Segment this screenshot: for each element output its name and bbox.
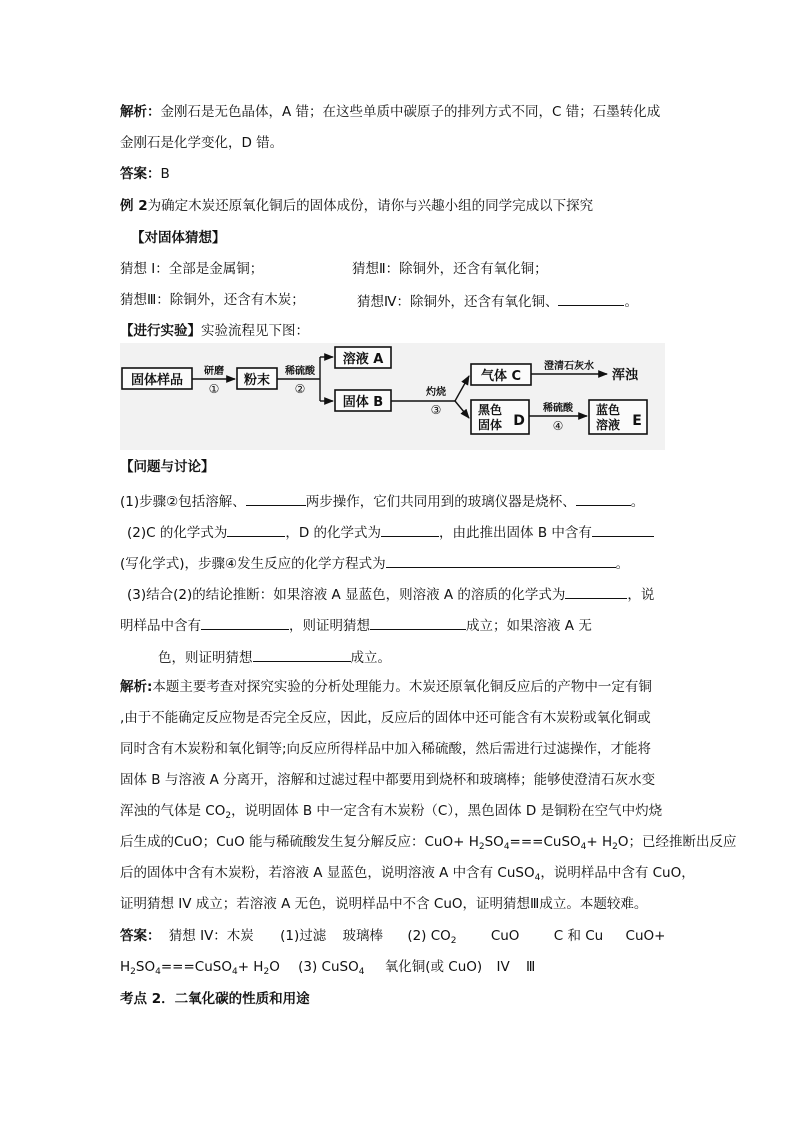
example-2-intro: 例 2为确定木炭还原氧化铜后的固体成份，请你与兴趣小组的同学完成以下探究	[120, 198, 594, 214]
blank[interactable]	[381, 522, 439, 537]
label-solid-sample: 固体样品	[130, 373, 184, 388]
guess-3: 猜想Ⅲ：除铜外，还含有木炭；	[120, 292, 305, 308]
blank[interactable]	[592, 522, 654, 537]
label-grind: 研磨	[204, 366, 224, 377]
discussion-heading: 【问题与讨论】	[120, 459, 215, 475]
label-blue-e-1: 蓝色	[595, 403, 621, 417]
label-solution-a: 溶液 A	[342, 352, 384, 367]
guess-4: 猜想Ⅳ：除铜外，还含有氧化铜、 。	[357, 291, 638, 311]
analysis-1-line-1: 解析：金刚石是无色晶体，A 错；在这些单质中碳原子的排列方式不同，C 错；石墨转化成	[120, 104, 661, 120]
guess-heading: 【对固体猜想】	[131, 230, 226, 246]
analysis-2-line-2: ,由于不能确定反应物是否完全反应，因此，反应后的固体中还可能含有木炭粉或氧化铜或	[120, 710, 651, 726]
answer-2-line-1: 答案： 猜想 IV：木炭 (1)过滤 玻璃棒 (2) $CO_2$ CuO C 和 Cu CuO+	[120, 928, 666, 946]
label-blue-e-2: 溶液	[595, 418, 621, 432]
blank[interactable]	[576, 491, 631, 506]
blank[interactable]	[227, 522, 285, 537]
label-limewater: 澄清石灰水	[544, 361, 594, 372]
arrow-to-black-d	[455, 401, 469, 418]
blank[interactable]	[558, 291, 624, 306]
label-black-d-1: 黑色	[477, 403, 503, 417]
guess-2: 猜想Ⅱ：除铜外，还含有氧化铜；	[352, 261, 548, 277]
analysis-1-line-2: 金刚石是化学变化，D 错。	[120, 135, 284, 151]
label-black-d-letter: D	[513, 413, 525, 429]
analysis-label: 解析：	[120, 104, 161, 120]
question-2-line-1: (2)C 的化学式为 ，D 的化学式为 ，由此推出固体 B 中含有	[127, 522, 654, 542]
experiment-line: 【进行实验】实验流程见下图：	[120, 323, 309, 339]
analysis-2-line-3: 同时含有木炭粉和氧化铜等;向反应所得样品中加入稀硫酸，然后需进行过滤操作，才能将	[120, 741, 652, 757]
blank[interactable]	[201, 615, 289, 630]
label-powder: 粉末	[243, 373, 271, 388]
label-blue-e-letter: E	[632, 413, 642, 429]
label-step-3: ③	[430, 403, 442, 417]
label-step-4: ④	[552, 419, 564, 433]
label-acid: 稀硫酸	[285, 366, 315, 377]
label-gas-c: 气体 C	[480, 369, 522, 384]
blank[interactable]	[246, 491, 306, 506]
label-acid-2: 稀硫酸	[543, 403, 573, 414]
guess-1: 猜想 I：全部是金属铜；	[120, 261, 264, 277]
label-step-2: ②	[294, 382, 306, 396]
analysis-2-line-4: 固体 B 与溶液 A 分离开，溶解和过滤过程中都要用到烧杯和玻璃棒；能够使澄清石灰水变	[120, 772, 656, 788]
label-burn: 灼烧	[426, 387, 446, 398]
label-solid-b: 固体 B	[342, 395, 384, 410]
label-black-d-2: 固体	[477, 418, 503, 432]
question-2-line-2: (写化学式)，步骤④发生反应的化学方程式为 。	[120, 553, 629, 573]
question-1: (1)步骤②包括溶解、 两步操作，它们共同用到的玻璃仪器是烧杯、 。	[120, 491, 644, 511]
answer-2-line-2: $H_2SO_4===CuSO_4+ H_2O$ (3) CuSO$_4$ 氧化铜(或 CuO) IV Ⅲ	[120, 959, 536, 977]
analysis-2-line-7: 后的固体中含有木炭粉，若溶液 A 显蓝色，说明溶液 A 中含有 CuSO$_4$，说明样品中含有 CuO，	[120, 865, 695, 883]
answer-1: 答案：B	[120, 166, 170, 182]
question-3-line-3: 色，则证明猜想 成立。	[158, 647, 391, 667]
experiment-flow-diagram	[120, 343, 665, 450]
question-3-line-1: (3)结合(2)的结论推断：如果溶液 A 显蓝色，则溶液 A 的溶质的化学式为 ，说	[127, 584, 654, 604]
question-3-line-2: 明样品中含有 ，则证明猜想 成立；如果溶液 A 无	[120, 615, 592, 635]
blank[interactable]	[565, 584, 627, 599]
blank[interactable]	[370, 615, 466, 630]
analysis-2-line-5: 浑浊的气体是 $CO_2$，说明固体 B 中一定含有木炭粉（C），黑色固体 D 是铜粉在空气中灼烧	[120, 803, 663, 821]
blank[interactable]	[386, 553, 616, 568]
label-step-1: ①	[208, 382, 220, 396]
blank[interactable]	[253, 647, 351, 662]
arrow-to-gas-c	[455, 376, 469, 401]
label-turbid: 浑浊	[612, 368, 639, 383]
analysis-2-line-1: 解析:本题主要考查对探究实验的分析处理能力。木炭还原氧化铜反应后的产物中一定有铜	[120, 679, 652, 695]
section-heading-kaodian-2: 考点 2．二氧化碳的性质和用途	[120, 991, 310, 1007]
analysis-2-line-6: 后生成的CuO；CuO 能与稀硫酸发生复分解反应：$CuO+ H_2SO_4===CuSO_4+ H_2O$；已经推断出反应	[120, 834, 737, 852]
analysis-2-line-8: 证明猜想 IV 成立；若溶液 A 无色，说明样品中不含 CuO，证明猜想Ⅲ成立。本题较难。	[120, 896, 648, 912]
